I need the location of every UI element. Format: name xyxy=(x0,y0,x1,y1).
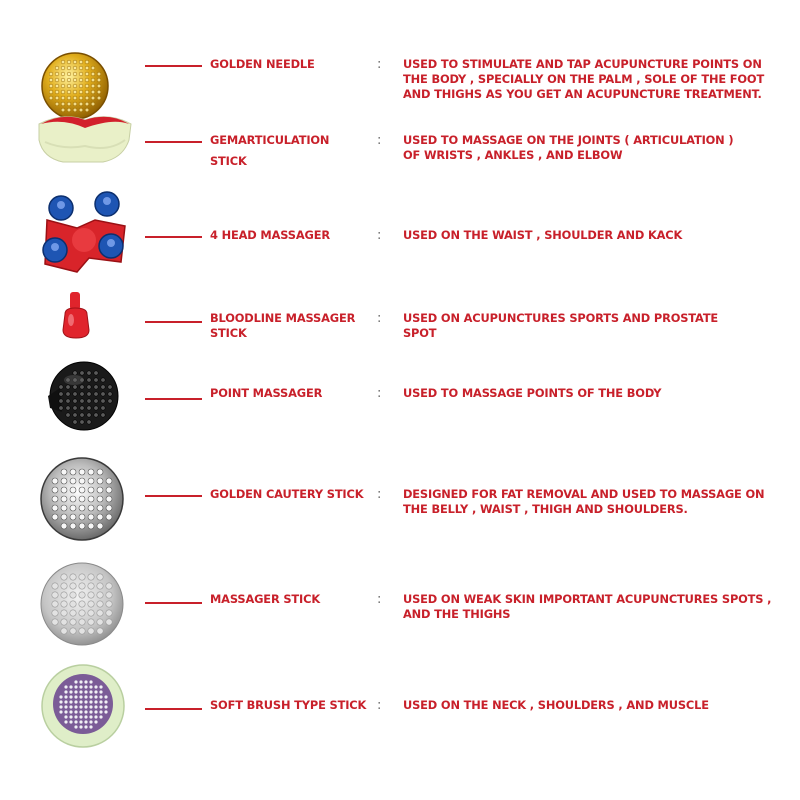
item-description: USED ON THE NECK , SHOULDERS , AND MUSCLE xyxy=(403,698,709,712)
separator: : xyxy=(377,592,382,607)
separator: : xyxy=(377,698,382,713)
item-name: POINT MASSAGER xyxy=(210,386,323,400)
item-name: GEMARTICULATION STICK xyxy=(210,133,330,168)
item-name: SOFT BRUSH TYPE STICK xyxy=(210,698,367,712)
soft-brush-stick-icon xyxy=(38,662,148,750)
item-description: USED ON THE WAIST , SHOULDER AND KACK xyxy=(403,228,683,242)
item-description: USED TO MASSAGE ON THE JOINTS ( ARTICULATION ) OF WRISTS , ANKLES , AND ELBOW xyxy=(403,133,734,162)
item-name: MASSAGER STICK xyxy=(210,592,321,606)
item-name: BLOODLINE MASSAGER STICK xyxy=(210,311,356,340)
item-description: USED TO STIMULATE AND TAP ACUPUNCTURE POINTS ON THE BODY , SPECIALLY ON THE PALM , SOLE OF THE FOOT AND THIGHS AS YOU GET AN ACUPUNCTURE TREATMENT. xyxy=(403,57,765,101)
item-description: DESIGNED FOR FAT REMOVAL AND USED TO MASSAGE ON THE BELLY , WAIST , THIGH AND SHOULDERS. xyxy=(403,487,765,516)
item-name: GOLDEN CAUTERY STICK xyxy=(210,487,364,501)
item-description: USED TO MASSAGE POINTS OF THE BODY xyxy=(403,386,662,400)
separator: : xyxy=(377,228,382,243)
item-description: USED ON WEAK SKIN IMPORTANT ACUPUNCTURES SPOTS , AND THE THIGHS xyxy=(403,592,772,621)
leader-line xyxy=(145,708,202,710)
item-name: 4 HEAD MASSAGER xyxy=(210,228,330,242)
separator: : xyxy=(377,133,382,148)
item-name: GOLDEN NEEDLE xyxy=(210,57,315,71)
item-description: USED ON ACUPUNCTURES SPORTS AND PROSTATE SPOT xyxy=(403,311,719,340)
separator: : xyxy=(377,57,382,72)
separator: : xyxy=(377,311,382,326)
separator: : xyxy=(377,487,382,502)
separator: : xyxy=(377,386,382,401)
